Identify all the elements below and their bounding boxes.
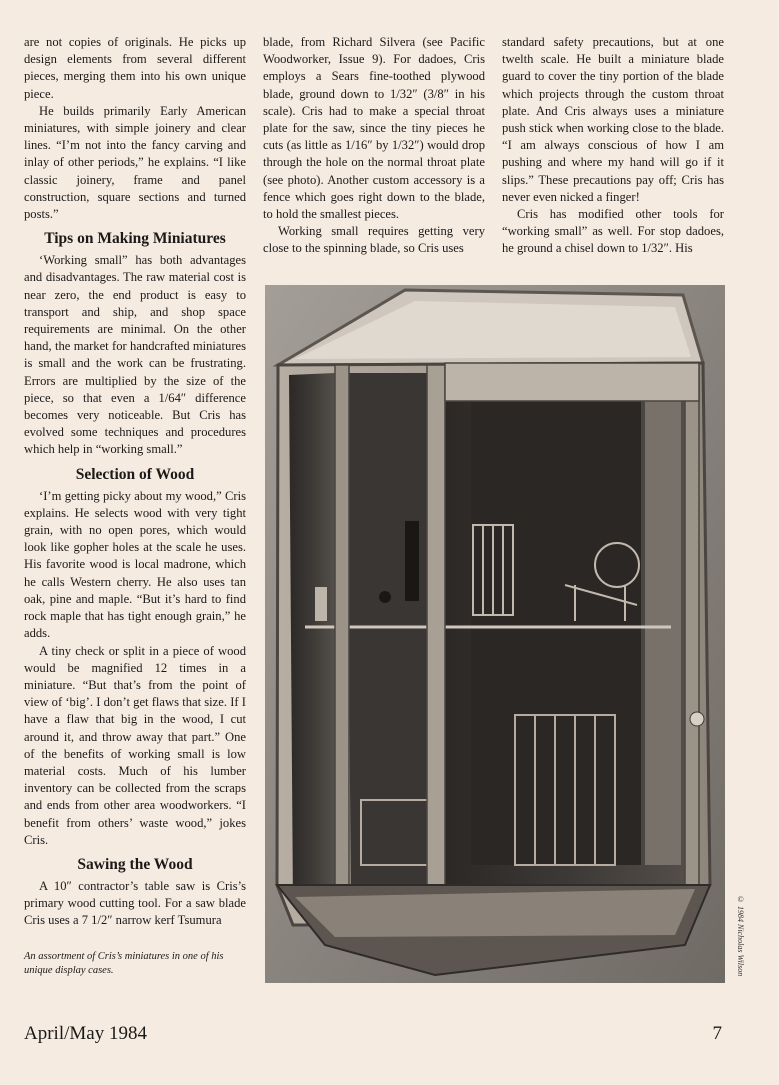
section-heading: Selection of Wood [75,465,195,483]
section-heading: Tips on Making Miniatures [44,230,226,248]
column-2 [263,34,485,258]
paragraph: blade, from Richard Silvera (see Pacific Woodworker, Issue 9). For dadoes, Cris employs a Sears fine-toothed plywood blade, ground down to 1/32″ (3/8″ in his scale). Cris had to make a special throat plate for the saw, since the tiny pieces he cuts (as little as 1/16″ by 1/32″) would drop through the hole on the normal throat plate (see photo). Another custom accessory is a fence which goes right down to the blade, to hold the smallest pieces. [263,35,485,222]
paragraph: are not copies of originals. He picks up design elements from several different pieces, merging them into his own unique piece. [24,35,246,101]
paragraph: A 10″ contractor’s table saw is Cris’s primary wood cutting tool. For a saw blade Cris uses a 7 1/2″ narrow kerf Tsumura [24,878,246,928]
paragraph: standard safety precautions, but at one twelth scale. He built a miniature blade guard to cover the tiny portion of the blade which projects through the custom throat plate. And Cris always uses a miniature push stick when working close to the blade. “I am always conscious of how I am pushing and where my hand will go if it slips.” These precautions pay off; Cris has never even nicked a finger! [502,35,724,204]
section-heading: Sawing the Wood [77,855,193,873]
paragraph: Working small requires getting very close to the spinning blade, so Cris uses [263,224,485,256]
page-number: 7 [712,1023,722,1044]
column-1 [24,34,246,930]
paragraph: Cris has modified other tools for “working small” as well. For stop dadoes, he ground a chisel down to 1/32″. His [502,207,724,256]
paragraph: He builds primarily Early American miniatures, with simple joinery and clear lines. “I’m not into the fancy carving and inlay of other periods,” he explains. “I like classic joinery, frame and panel construction, square sections and turned posts.” [24,103,246,222]
paragraph: ‘I’m getting picky about my wood,” Cris explains. He selects wood with very tight grain, with no open pores, which would look like gopher holes at the scale he uses. His favorite wood is local madrone, which he calls Western cherry. He also uses tan oak, pine and maple. “But it’s hard to find rock maple that has tight enough grain,” he adds. [24,488,246,641]
column-3 [502,34,724,258]
paragraph: A tiny check or split in a piece of wood would be magnified 12 times in a miniature. “But that’s from the point of view of ‘big’. I don’t get flaws that size. If I have a flaw that big in the wood, I cut around it, and throw away that part.” One of the benefits of working small is low material costs. Much of his lumber inventory can be collected from the scraps and ends from other area woodworkers. “I benefit from others’ waste wood,” jokes Cris. [24,643,246,847]
paragraph: ‘Working small” has both advantages and disadvantages. The raw material cost is near zero, the end product is easy to transport and ship, and shop space requirements are minimal. On the other hand, the market for handcrafted miniatures is small and the work can be frustrating. Errors are multiplied by the size of the piece, so that even a 1/64″ difference becomes very noticeable. But Cris has evolved some techniques and procedures which help in “working small.” [24,253,246,457]
photo-credit: © 1984 Nicholas Wilson [736,895,745,977]
issue-date: April/May 1984 [24,1023,147,1044]
photo-caption: An assortment of Cris’s miniatures in one of his unique display cases. [24,951,224,976]
display-case-photo [265,285,725,983]
display-case-illustration [265,285,725,983]
